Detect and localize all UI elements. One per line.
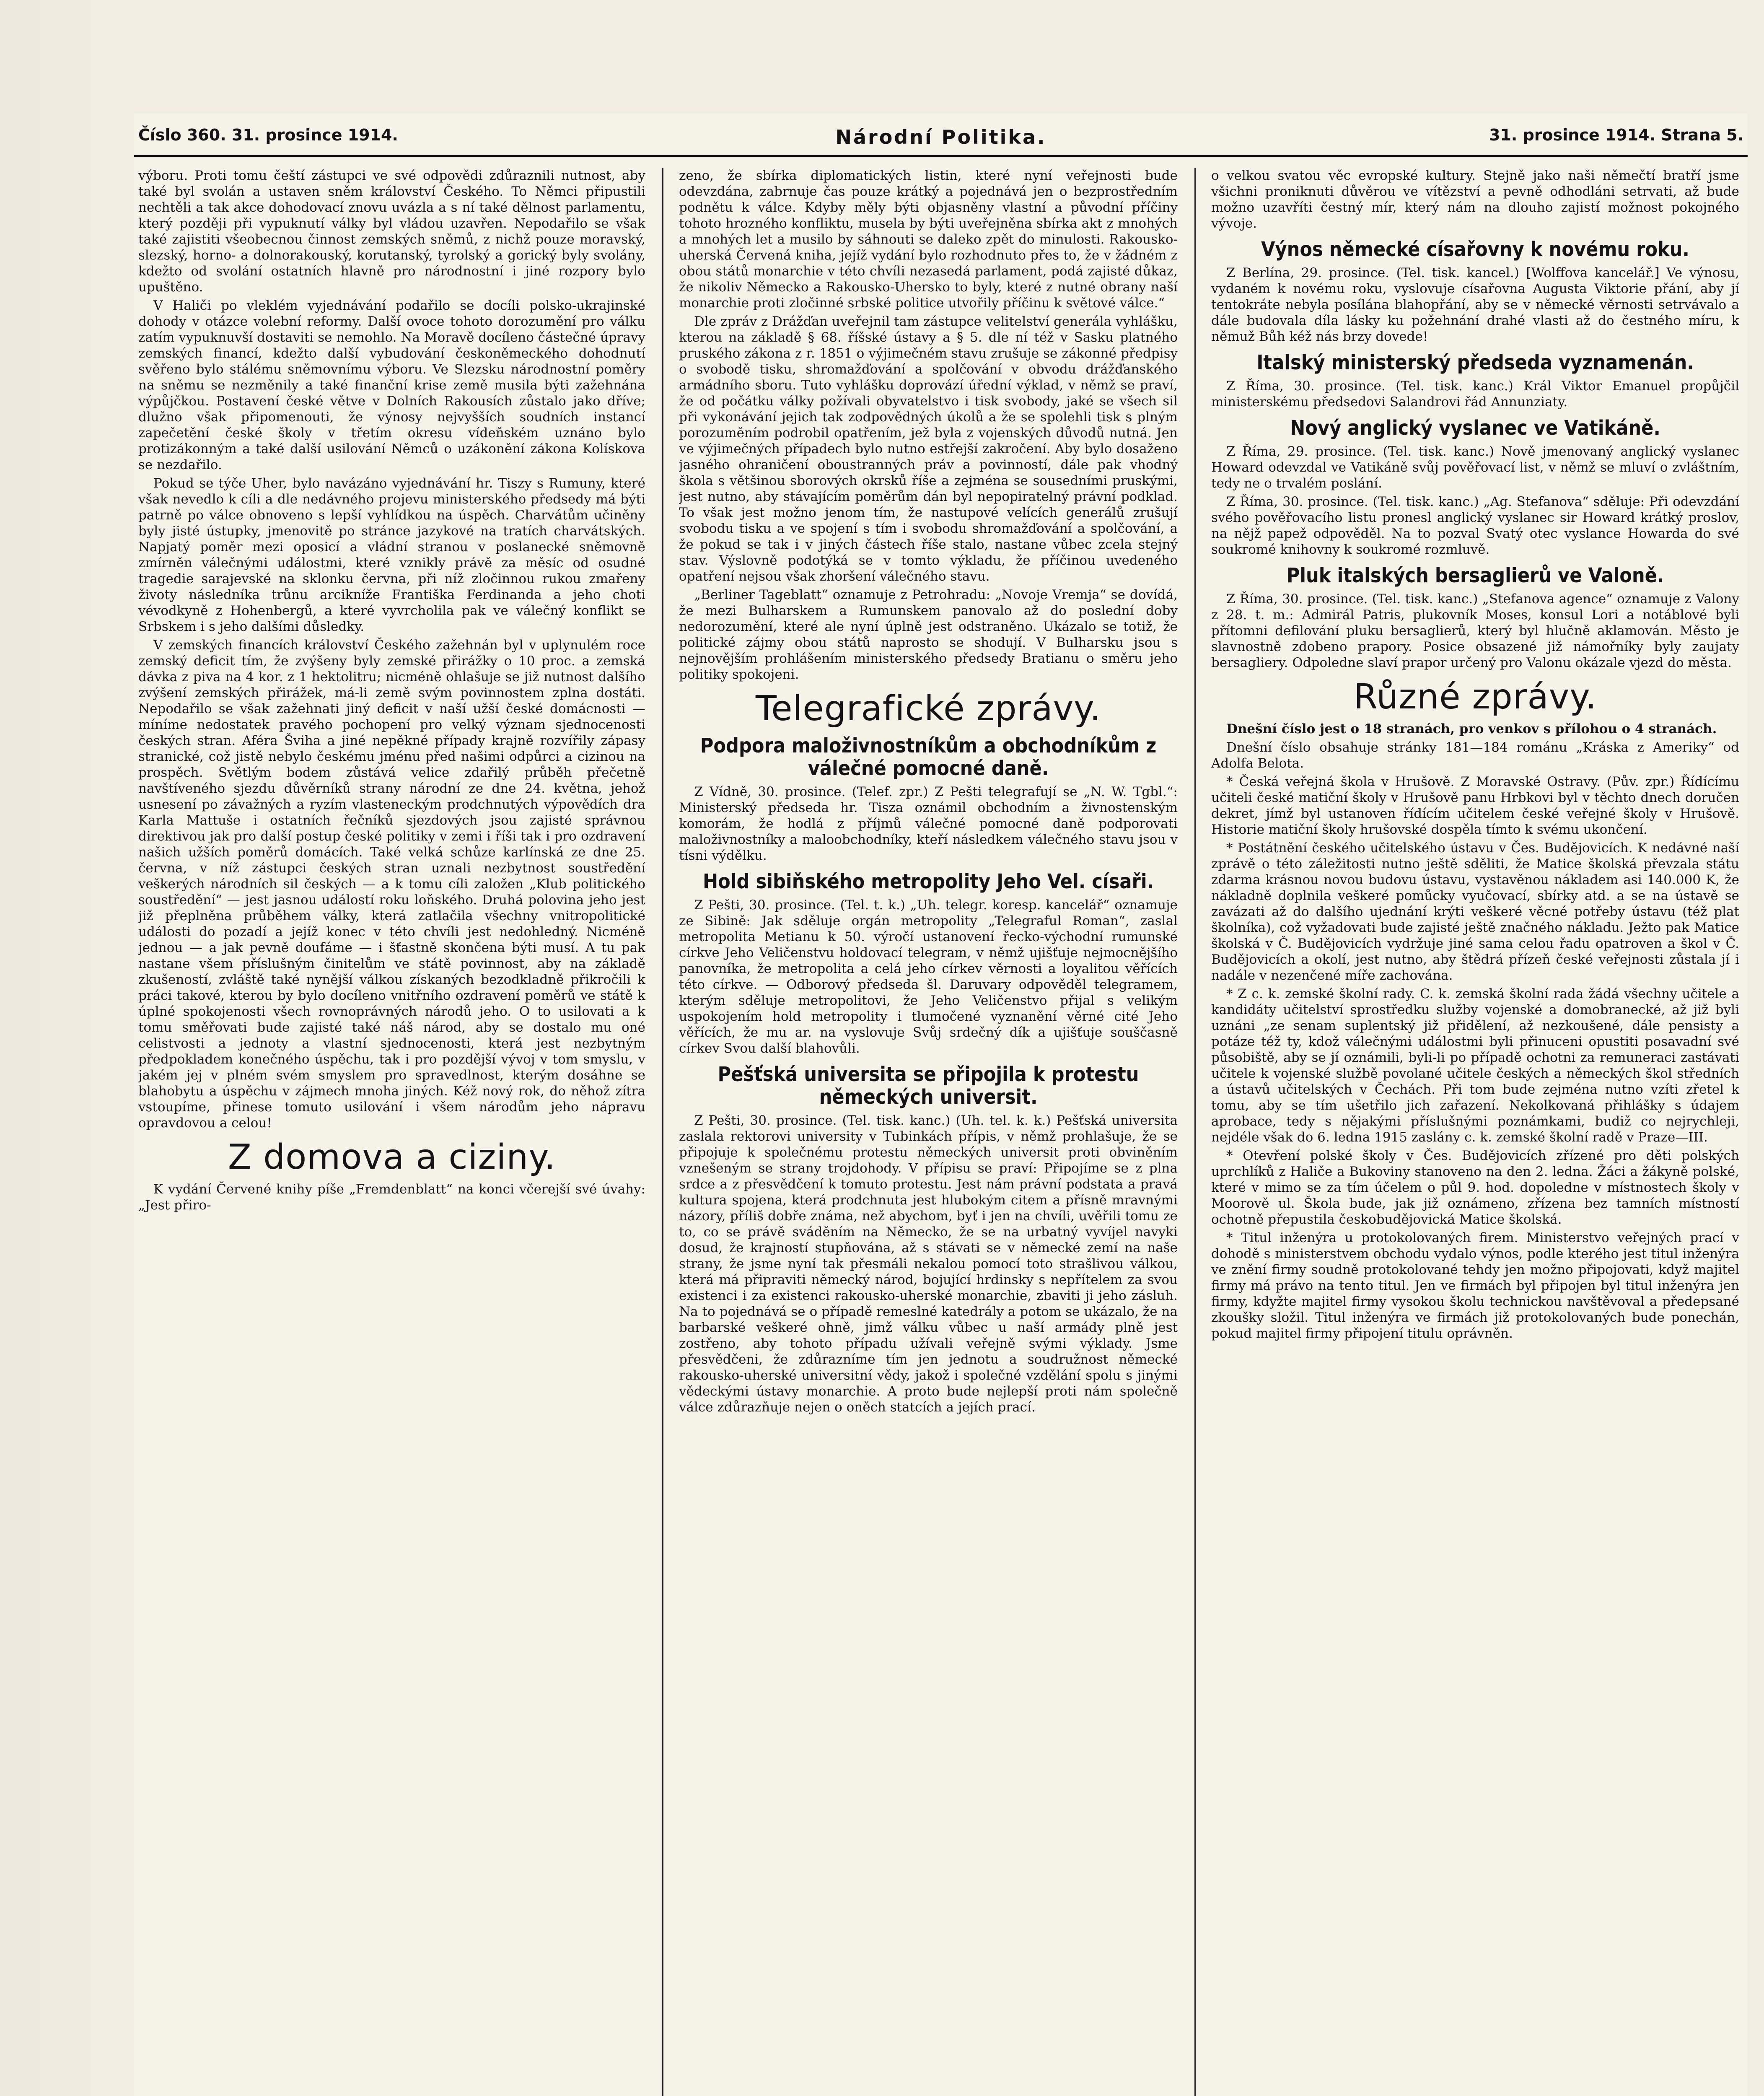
article-paragraph: Z Berlína, 29. prosince. (Tel. tisk. kancel.) [Wolffova kancelář.] Ve výnosu, vydaném k novému roku, vyslovuje císařovna Augusta Viktorie přání, aby jí tentokráte nebyla posílána blahopřání, aby se v německé věrnosti setrvávalo a dále budovala díla lásky ku požehnání drahé vlasti až do čestného míru, k němuž Bůh kéž nás brzy dovede! <box>1211 265 1739 344</box>
article-paragraph: Z Říma, 29. prosince. (Tel. tisk. kanc.) Nově jmenovaný anglický vyslanec Howard odevzdal ve Vatikáně svůj pověřovací list, v němž se mluví o zvláštním, tedy ne o trvalém poslání. <box>1211 444 1739 491</box>
article-paragraph: Dnešní číslo obsahuje stránky 181—184 románu „Kráska z Ameriky“ od Adolfa Belota. <box>1211 740 1739 771</box>
article-paragraph: Z Říma, 30. prosince. (Tel. tisk. kanc.) „Stefanova agence“ oznamuje z Valony z 28. t. m.: Admirál Patris, plukovník Moses, konsul Lori a notáblové byli přítomni defilování pluku bersaglierů, který byl hlučně aklamován. Město je slavnostně zdobeno prapory. Posice obsazené již námořníky byly zaujaty bersagliery. Odpoledne slaví prapor určený pro Valonu okázale vjezd do města. <box>1211 591 1739 670</box>
article-paragraph: Z Říma, 30. prosince. (Tel. tisk. kanc.) Král Viktor Emanuel propůjčil ministerskému předsedovi Salandrovi řád Annunziaty. <box>1211 379 1739 410</box>
article-paragraph: Z Říma, 30. prosince. (Tel. tisk. kanc.) „Ag. Stefanova“ sděluje: Při odevzdání svého pověřovacího listu pronesl anglický vyslanec sir Howard krátký proslov, na nějž papež odpověděl. Na to pozval Svatý otec vyslance Howarda do své soukromé knihovny k soukromé rozmluvě. <box>1211 494 1739 557</box>
section-heading: Různé zprávy. <box>1353 677 1597 717</box>
column-divider <box>1194 168 1196 2096</box>
article-paragraph: * Z c. k. zemské školní rady. C. k. zemská školní rada žádá všechny učitele a kandidáty učitelství sprostředku služby vojenské a domobranecké, až již byli uznáni „ze senam suplentský již přidělení, až nezkoušené, dále pensisty a potáze též ty, kdož válečnými událostmi byli přinuceni opustiti posavadní své působiště, aby se jí oznámili, byli-li po případě ochotni za remuneraci zastávati učitele k vojenské službě povolané učitele českých a německých škol středních a ústavů učitelských v Čechách. Při tom bude zejména nutno vzíti zřetel k tomu, aby se tím ušetřilo jich zařazení. Nekolkovaná přihlášky s údajem aprobace, tedy s nějakými příslušnými poznámkami, budiž co nejrychleji, nejdéle však do 6. ledna 1915 zaslány c. k. zemské školní radě v Praze—III. <box>1211 986 1739 1145</box>
article-paragraph: zeno, že sbírka diplomatických listin, které nyní veřejnosti bude odevzdána, zabrnuje čas pouze krátký a pojednává jen o bezprostředním podnětu k válce. Kdyby měly býti objasněny vlastní a původní příčiny tohoto hrozného konfliktu, musela by býti uveřejněna sbírka akt z mnohých a mnohých let a musilo by sáhnouti se daleko zpět do minulosti. Rakousko-uherská Červená kniha, jejíž vydání bylo rozhodnuto přes to, že v žádném z obou států monarchie v této chvíli nezasedá parlament, podá zajisté důkaz, že nikoliv Německo a Rakousko-Uhersko to byly, které z nutné obrany naší monarchie proti zločinné srbské politice utvořily příčinu k světové válce.“ <box>679 168 1178 311</box>
article-paragraph: Dle zpráv z Drážďan uveřejnil tam zástupce velitelství generála vyhlášku, kterou na základě § 68. říšské ústavy a § 5. dle ní též v Sasku platného pruského zákona z r. 1851 o výjimečném stavu zrušuje se zákonné předpisy o svobodě tisku, shromažďování a spolčování v obvodu drážďanského armádního sboru. Tuto vyhlášku doprovází úřední výklad, v němž se praví, že od počátku války požívali obyvatelstvo i tisk svobody, jaké se všech sil při vykonávání jejich tak zodpovědných úkolů a že se spolehli tisk s plným porozuměním podrobil opatřením, jež byla z vojenských důvodů nutná. Jen ve výjimečných případech bylo nutno estřejší zakročení. Aby bylo dosaženo jasného ohraničení oboustranných práv a povinností, dále pak vhodný škola s většinou sborových okrsků říše a zejména se sousedními pruskými, jest nutno, aby stávajícím poměrům dán byl nepopiratelný právní podklad. To však jest možno jenom tím, že nastupové velících generálů zrušují svobodu tisku a ve spojení s tím i svobodu shromažďování a spolčování, a že pokud se tak i v jiných částech říše stalo, nastane vůbec zcela stejný stav. Výslovně podotýká se v tomto výkladu, že příčinou uvedeného opatření nejsou však zhoršení válečného stavu. <box>679 314 1178 584</box>
article-paragraph: V Haliči po vleklém vyjednávání podařilo se docíli polsko-ukrajinské dohody v otázce volební reformy. Další ovoce tohoto dorozumění pro válku zatím vypuknuvší dostaviti se nemohlo. Na Moravě docíleno částečné úpravy zemských financí, kdežto další vybudování českoněmeckého dohodnutí svěřeno bylo stálému sněmovnímu výboru. Ve Slezsku národnostní poměry na sněmu se nezměnily a také finanční krise země musila býti zažehnána výpůjčkou. Postavení české větve v Dolních Rakousích zůstalo jako dříve; dlužno však připomenouti, že výnosy nejvyšších soudních instancí zapečetění české školy v třetím okresu vídeňském uznáno bylo protizákonným a také další usilování Němců o uzákonění zákona Kolískova se nezdařilo. <box>138 298 645 472</box>
article-headline: Pešťská universita se připojila k protestu německých universit. <box>718 1063 1139 1109</box>
article-paragraph: * Otevření polské školy v Čes. Budějovicích zřízené pro děti polských uprchlíků z Haliče a Bukoviny stanoveno na den 2. ledna. Žáci a žákyně polské, které v mimo se za tím účelem o půl 9. hod. dopoledne v místnostech školy v Moorově ul. Škola bude, jak již oznámeno, zřízena bez tamních místností ochotně přepustila českobudějovická Matice školská. <box>1211 1148 1739 1227</box>
article-paragraph: Dnešní číslo jest o 18 stranách, pro venkov s přílohou o 4 stranách. <box>1226 721 1717 737</box>
article-paragraph: Z Vídně, 30. prosince. (Telef. zpr.) Z Pešti telegrafují se „N. W. Tgbl.“: Ministerský předseda hr. Tisza oznámil obchodním a živnostenským komorám, že hodlá z příjmů válečné pomocné daně podporovati maloživnostníky a maloobchodníky, kteří následkem válečného stavu jsou v tísni výdělku. <box>679 784 1178 863</box>
article-headline: Nový anglický vyslanec ve Vatikáně. <box>1290 416 1660 440</box>
article-paragraph: „Berliner Tageblatt“ oznamuje z Petrohradu: „Novoje Vremja“ se dovídá, že mezi Bulharskem a Rumunskem panovalo až do poslední doby nedorozumění, které ale nyní úplně jest odstraněno. Ukázalo se totiž, že politické zájmy obou států naprosto se shodují. V Bulharsku jsou s nejnovějším prohlášením ministerského předsedy Bratianu o směru jeho politiky spokojeni. <box>679 587 1178 682</box>
article-headline: Pluk italských bersaglierů ve Valoně. <box>1286 564 1664 587</box>
article-paragraph: Z Pešti, 30. prosince. (Tel. t. k.) „Uh. telegr. koresp. kancelář“ oznamuje ze Sibině: Jak sděluje orgán metropolity „Telegraful Roman“, zaslal metropolita Metianu k 50. výročí ustanovení řecko-východní rumunské církve Jeho Veličenstvu holdovací telegram, v němž ujišťuje nejmocnějšího panovníka, že metropolita a celá jeho církev věrnosti a loyalitou věřících této církve. — Odborový předseda šl. Daruvary odpověděl telegramem, kterým sděluje metropolitovi, že Jeho Veličenstvo přijal s velikým uspokojením hold metropolity i tlumočené vyznanění věrné cité Jeho věřících, že mu ar. na vyslovuje Svůj srdečný dík a ujišťuje souščasně církev Svou další blahovůli. <box>679 898 1178 1056</box>
article-paragraph: Pokud se týče Uher, bylo navázáno vyjednávání hr. Tiszy s Rumuny, které však nevedlo k cíli a dle nedávného projevu ministerského předsedy má býti patrně po válce obnoveno s lepší vyhlídkou na úspěch. Charvátům učiněny byly jisté ústupky, jmenovitě po stránce jazykové na tratích charvátských. Napjatý poměr mezi oposicí a vládní stranou v poslanecké sněmovně zmírněn válečnými událostmi, které vznikly právě za měsíc od osudné tragedie sarajevské na sklonku června, při níž zločinnou rukou zmařeny životy následníka trůnu arcikníže Františka Ferdinanda a jeho choti vévodkyně z Hohenbergů, a které vyvrcholila pak ve válečný konflikt se Srbskem i s jeho dalšími důsledky. <box>138 476 645 634</box>
issue-info: Číslo 360. 31. prosince 1914. <box>138 126 398 144</box>
article-paragraph: Z Pešti, 30. prosince. (Tel. tisk. kanc.) (Uh. tel. k. k.) Pešťská universita zaslala rektorovi university v Tubinkách přípis, v němž prohlašuje, že se připojuje k společnému protestu německých universit proti obviněním vznešeným se strany trojdohody. V přípisu se praví: Připojíme se z plna srdce a z přesvědčení k tomuto protestu. Jest nám právní podstata a pravá kultura spojena, která prodchnuta jest hlubokým citem a přísně mravnými názory, příliš dobře známa, než abychom, byť i jen na chvíli, uvěřili tomu ze to, co se právě sváděním na Německo, že se na urbatný vyvíjel navyki dosud, že krajností stupňována, až s stávati se v německé zemí na naše strany, že jsme nyní tak přesmáli nekalou pomocí toto strašlivou válkou, která má připraviti německý národ, bojující hrdinsky s nepřítelem za svou existenci i za existenci rakousko-uherské monarchie, zbaviti ji jeho zásluh. Na to pojednává se o případě remeslné katedrály a potom se ukázalo, že na barbarské veškeré ohně, jimž válku vůbec u naší armády plně jest zostřeno, aby tohoto případu užívali veřejně svými výklady. Jsme přesvědčeni, že zdůrazníme tím jen jednotu a soudružnost německé rakousko-uherské universitní vědy, jakož i společné vzdělání spolu s jinými vědeckými ústavy monarchie. A proto bude nejlepší proti nám společně válce zdůrazňuje nejen o oněch statcích a jejích prací. <box>679 1113 1178 1415</box>
article-headline: Hold sibiňského metropolity Jeho Vel. císaři. <box>702 870 1154 893</box>
section-heading: Telegrafické zprávy. <box>755 689 1101 729</box>
column-2 <box>679 168 1178 2096</box>
article-paragraph: * Postátnění českého učitelského ústavu v Čes. Budějovicích. K nedávné naší zprávě o této záležitosti nutno ještě sděliti, že Matice školská převzala státu zdarma krásnou novou budovu ústavu, vystavěnou nákladem asi 140.000 K, že nákladně doplnila veškeré pomůcky vyučovací, sbírky atd. a se na ústavě se zavázati až do dalšího ujednání krýti veškeré věcné potřeby ústavu (též plat školníka), což vyžadovati bude zajisté ještě značného nákladu. Ježto pak Matice školská v Č. Budějovicích vydržuje jiné sama celou řadu opatroven a škol v Č. Budějovicích a okolí, jest nutno, aby štědrá přízeň české veřejnosti zůstala jí i nadále v nezenčené míře zachována. <box>1211 840 1739 983</box>
article-paragraph: * Česká veřejná škola v Hrušově. Z Moravské Ostravy. (Pův. zpr.) Řídícímu učiteli české matiční školy v Hrušově panu Hrbkovi byl v těchto dnech doručen dekret, jímž byl ustanoven řídícím učitelem české veřejné školy v Hrušově. Historie matiční školy hrušovské dospěla tímto k svému ukončení. <box>1211 774 1739 837</box>
column-3 <box>1211 168 1739 2096</box>
section-heading: Z domova a ciziny. <box>228 1137 556 1177</box>
article-headline: Výnos německé císařovny k novému roku. <box>1261 238 1689 261</box>
column-divider <box>662 168 663 2096</box>
masthead-bar <box>134 126 1748 157</box>
article-paragraph: o velkou svatou věc evropské kultury. Stejně jako naši němečtí bratří jsme všichni proniknuti důvěrou ve vítězství a pevně odhodláni setrvati, až bude možno uzavříti čestný mír, který nám na dlouho zajistí možnost pokojného vývoje. <box>1211 168 1739 231</box>
newspaper-title: Národní Politika. <box>835 126 1046 148</box>
article-headline: Podpora maloživnostníkům a obchodníkům z válečné pomocné daně. <box>700 734 1157 780</box>
article-headline: Italský ministerský předseda vyznamenán. <box>1256 351 1694 374</box>
date-page-info: 31. prosince 1914. Strana 5. <box>1489 126 1743 144</box>
article-paragraph: V zemských financích království Českého zažehnán byl v uplynulém roce zemský deficit tím, že zvýšeny byly zemské přirážky o 10 proc. a zemská dávka z piva na 4 kor. z 1 hektolitru; nicméně ohlašuje se již nutnost dalšího zvýšení zemských přirážek, má-li země svým povinnostem zplna dostáti. Nepodařilo se však zažehnati jiný deficit v naší užší české domácnosti — míníme nedostatek pravého pochopení pro velký význam sjednocenosti českých stran. Aféra Šviha a jiné nepěkné případy krajně rozvířily zápasy stranické, což jistě nebylo českému jménu před našimi odpůrci a cizinou na prospěch. Světlým bodem zůstává velice zdařilý průběh přečetně navštíveného sjezdu důvěrníků strany národní ze dne 24. května, jehož usnesení po závažných a ryzím vlasteneckým prodchnutých výpovědích dra Karla Mattuše i ostatních řečníků sjezdových jsou zajisté správnou direktivou jak pro další postup české politiky v zemi i říši tak i pro ozdravení našich užších poměrů domácích. Také velká schůze karlínská ze dne 25. června, v níž zástupci českých stran uznali nezbytnost soustředění veškerých národních sil českých — a k tomu cíli založen „Klub politického soustředění“ — jest jasnou událostí roku loňského. Druhá polovina jeho jest již přeplněna průběhem války, která zatlačila všechny vnitropolitické události do pozadí a jejíž konec v této chvíli jest nedohledný. Nicméně jednou — a jak pevně doufáme — i šťastně skončena býti musí. A tu pak nastane všem příslušným činitelům ve státě povinnost, aby na základě zkušeností, zvláště také nynější válkou získaných bezodkladně přikročili k práci takové, kterou by bylo docíleno vnitřního ozdravení poměrů ve státě k úplné spokojenosti všech rovnoprávných národů jeho. O to usilovati a k tomu směřovati bude zajisté také náš národ, aby se dostalo mu oné celistvosti a jednoty a vlastní sjednocenosti, která jest nezbytným předpokladem konečného úspěchu, tak i pro pozdější vývoj v tom smyslu, v jakém jej v plném svém smyslem pro spravedlnost, kterým dosáhne se blahobytu a úspěchu v zájmech mnoha jiných. Kéž nový rok, do něhož zítra vstoupíme, přinese tomuto usilování i všem národům jeho nápravu opravdovou a celou! <box>138 638 645 1131</box>
article-paragraph: K vydání Červené knihy píše „Fremdenblatt“ na konci včerejší své úvahy: „Jest přiro- <box>138 1182 645 1213</box>
article-paragraph: * Titul inženýra u protokolovaných firem. Ministerstvo veřejných prací v dohodě s ministerstvem obchodu vydalo výnos, podle kterého jest titul inženýra ve znění firmy soudně protokolované tehdy jen možno připojovati, když majitel firmy má právo na tento titul. Jen ve firmách byl připojen byl titul inženýra jen firmy, kdyžte majitel firmy vysokou školu technickou navštěvoval a předepsané zkoušky složil. Titul inženýra ve firmách již protokolovaných bude ponechán, pokud majitel firmy připojení titulu oprávněn. <box>1211 1230 1739 1341</box>
column-1 <box>138 168 645 2096</box>
newspaper-page <box>134 113 1748 2096</box>
article-paragraph: výboru. Proti tomu čeští zástupci ve své odpovědi zdůraznili nutnost, aby také byl svolán a ustaven sněm království Českého. To Němci připustili nechtěli a tak akce dohodovací znovu uvázla a s ní také dělnost parlamentu, který později při vypuknutí války byl vládou uzavřen. Nepodařilo se však také zajistiti všeobecnou činnost zemských sněmů, z nichž pouze moravský, slezský, horno- a dolnorakouský, korutanský, tyrolský a gorický byly svolány, kdežto od svolání ostatních hlavně pro národnostní i jiné rozpory bylo upuštěno. <box>138 168 645 295</box>
page-margin <box>0 0 134 2096</box>
